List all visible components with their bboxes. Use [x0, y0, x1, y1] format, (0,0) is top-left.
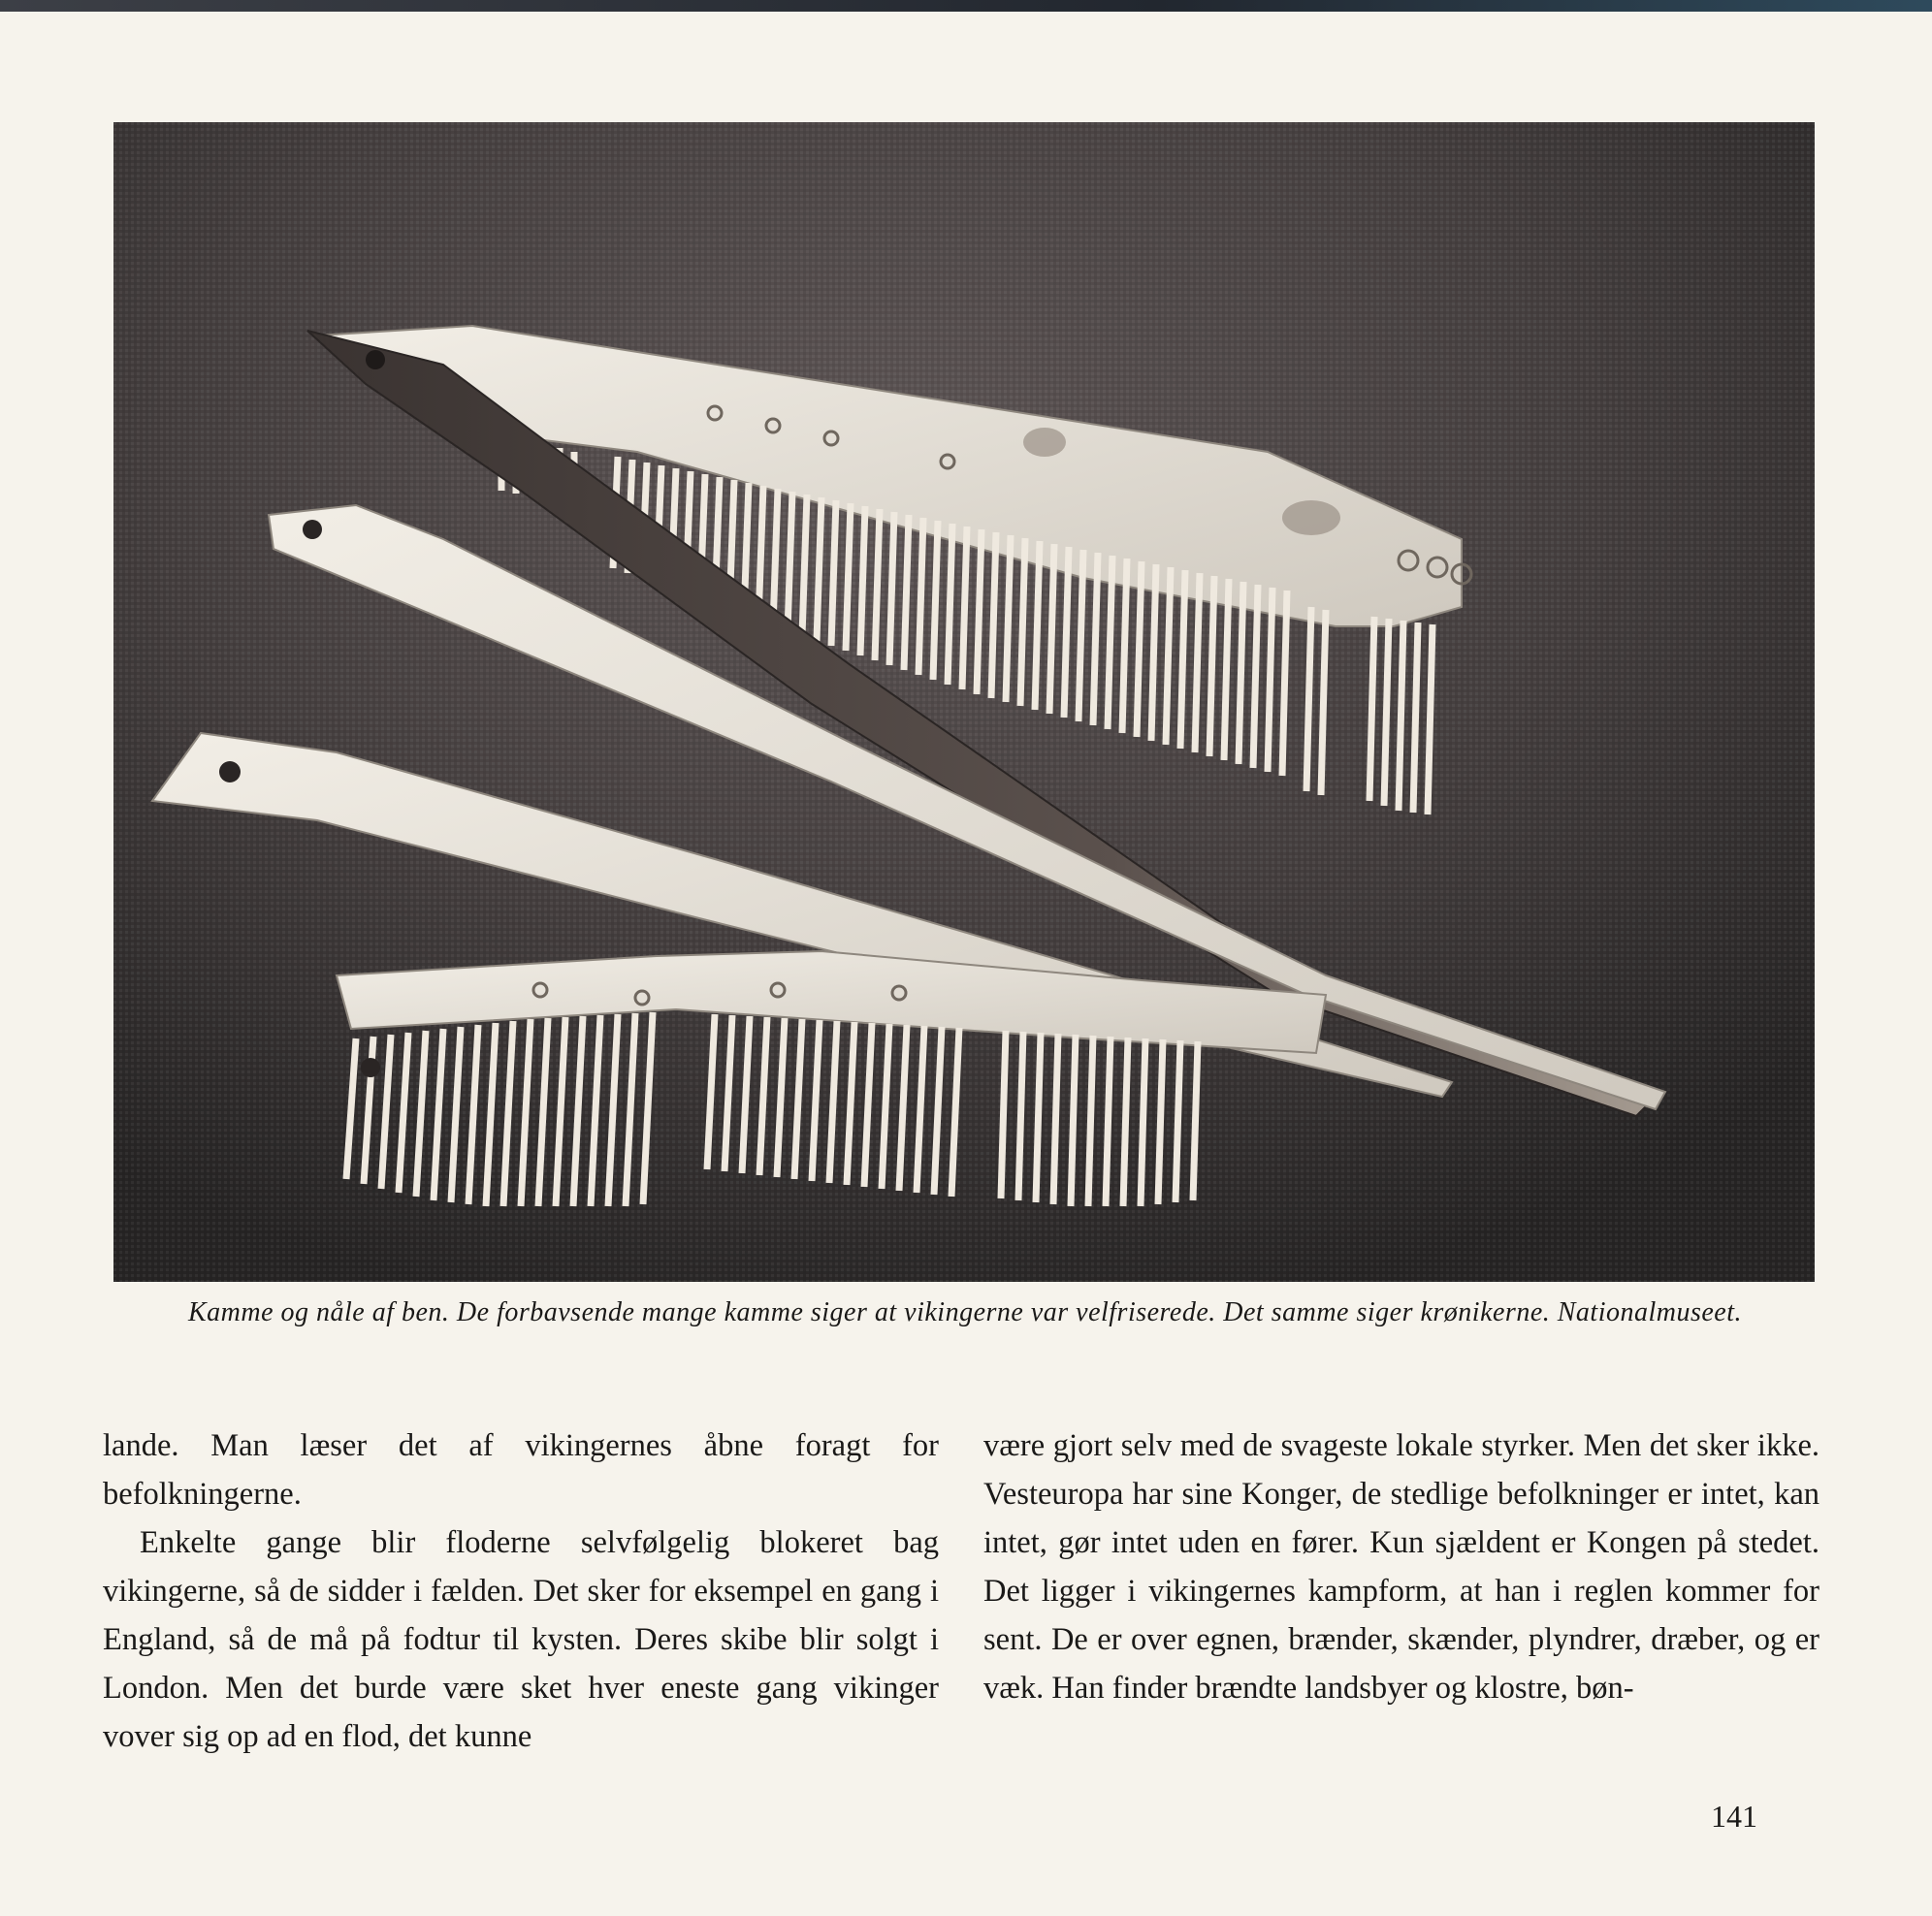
paragraph: Enkelte gange blir floderne selvfølgelig blokeret bag vikingerne, så de sidder i fælden. Det sker for eksempel en gang i England, så de må på fodtur til kysten. Deres skibe blir solgt i London. Men det burde være sket hver eneste gang vikinger vover sig op ad en flod, det kunne [103, 1525, 939, 1754]
text-column-left [103, 1421, 939, 1761]
photo-caption: Kamme og nåle af ben. De forbavsende mange kamme siger at vikingerne var velfriserede. Det samme siger krønikerne. Nationalmuseet. [187, 1297, 1743, 1327]
paragraph: lande. Man læser det af vikingernes åbne foragt for befolkningerne. [103, 1428, 939, 1512]
text-column-right [983, 1421, 1819, 1712]
paragraph: være gjort selv med de svageste lokale styrker. Men det sker ikke. Vesteuropa har sine Konger, de stedlige befolkninger er intet, kan intet, gør intet uden en fører. Kun sjældent er Kongen på stedet. Det ligger i vikingernes kampform, at han i reglen kommer for sent. De er over egnen, brænder, skænder, plyndrer, dræber, og er væk. Han finder brændte landsbyer og klostre, bøn- [983, 1428, 1819, 1706]
combs-and-needles-illustration [113, 122, 1815, 1282]
page-number: 141 [1711, 1799, 1757, 1834]
museum-photo [113, 122, 1815, 1282]
scan-top-edge [0, 0, 1932, 12]
